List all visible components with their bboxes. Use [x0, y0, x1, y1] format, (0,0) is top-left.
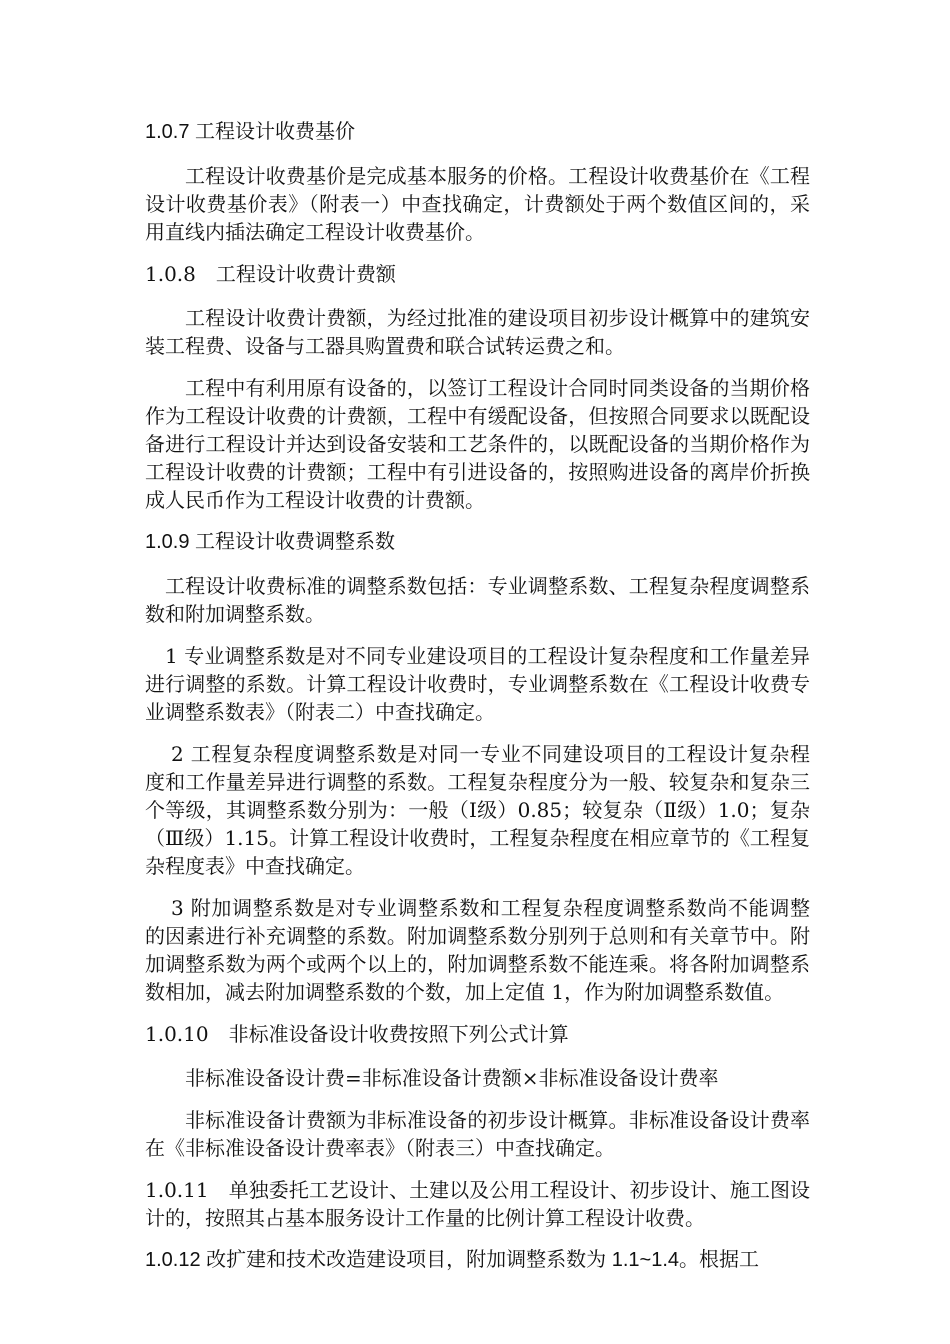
document-body — [145, 118, 810, 1288]
paragraph-nonstandard-formula: 非标准设备设计费=非标准设备计费额×非标准设备设计费率 — [185, 1066, 719, 1090]
section-heading-1-0-8: 1.0.8 工程设计收费计费额 — [145, 262, 396, 286]
paragraph-nonstandard-rate: 非标准设备计费额为非标准设备的初步设计概算。非标准设备设计费率在《非标准设备设计费率表》（附表三）中查找确定。 — [145, 1108, 810, 1160]
paragraph-existing-equipment: 工程中有利用原有设备的，以签订工程设计合同时同类设备的当期价格作为工程设计收费的计费额，工程中有缓配设备，但按照合同要求以既配设备进行工程设计并达到设备安装和工艺条件的，以既配设备的当期价格作为工程设计收费的计费额；工程中有引进设备的，按照购进设备的离岸价折换成人民币作为工程设计收费的计费额。 — [145, 376, 810, 512]
paragraph-professional-coefficient: 1 专业调整系数是对不同专业建设项目的工程设计复杂程度和工作量差异进行调整的系数。计算工程设计收费时，专业调整系数在《工程设计收费专业调整系数表》（附表二）中查找确定。 — [145, 644, 810, 724]
paragraph-1-0-12: 1.0.12 改扩建和技术改造建设项目，附加调整系数为 1.1~1.4。根据工 — [145, 1249, 760, 1271]
paragraph-complexity-coefficient: 2 工程复杂程度调整系数是对同一专业不同建设项目的工程设计复杂程度和工作量差异进行调整的系数。工程复杂程度分为一般、较复杂和复杂三个等级，其调整系数分别为：一般（Ⅰ级）0.85；较复杂（Ⅱ级）1.0；复杂（Ⅲ级）1.15。计算工程设计收费时，工程复杂程度在相应章节的《工程复杂程度表》中查找确定。 — [145, 742, 810, 878]
paragraph-fee-basis-amount: 工程设计收费计费额，为经过批准的建设项目初步设计概算中的建筑安装工程费、设备与工器具购置费和联合试转运费之和。 — [145, 306, 810, 358]
paragraph-design-fee-base-price: 工程设计收费基价是完成基本服务的价格。工程设计收费基价在《工程设计收费基价表》（附表一）中查找确定，计费额处于两个数值区间的，采用直线内插法确定工程设计收费基价。 — [145, 164, 810, 244]
paragraph-adjustment-coefficients: 工程设计收费标准的调整系数包括：专业调整系数、工程复杂程度调整系数和附加调整系数。 — [145, 574, 810, 626]
paragraph-additional-coefficient: 3 附加调整系数是对专业调整系数和工程复杂程度调整系数尚不能调整的因素进行补充调整的系数。附加调整系数分别列于总则和有关章节中。附加调整系数为两个或两个以上的，附加调整系数不能连乘。将各附加调整系数相加，减去附加调整系数的个数，加上定值 1，作为附加调整系数值。 — [145, 896, 810, 1004]
paragraph-1-0-11: 1.0.11 单独委托工艺设计、土建以及公用工程设计、初步设计、施工图设计的，按照其占基本服务设计工作量的比例计算工程设计收费。 — [145, 1178, 810, 1230]
section-heading-1-0-7: 1.0.7 工程设计收费基价 — [145, 121, 356, 143]
section-heading-1-0-9: 1.0.9 工程设计收费调整系数 — [145, 531, 396, 553]
section-heading-1-0-10: 1.0.10 非标准设备设计收费按照下列公式计算 — [145, 1022, 569, 1046]
